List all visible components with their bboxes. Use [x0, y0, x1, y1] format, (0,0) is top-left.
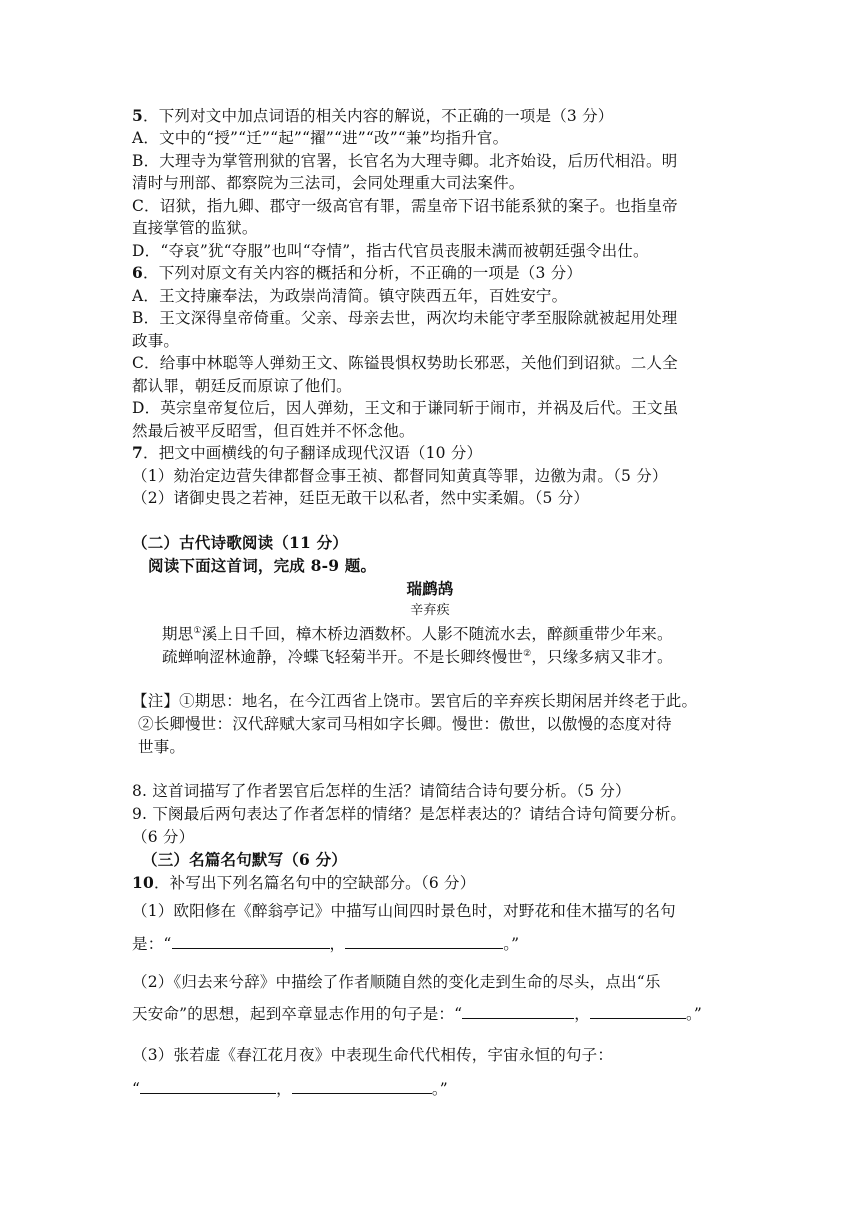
poem-note-3: 世事。	[138, 738, 186, 756]
q6-number: 6	[132, 263, 143, 282]
q10-item-3-end: 。”	[431, 1080, 448, 1098]
footnote-marker-1: ①	[193, 625, 202, 636]
q6-stem	[132, 262, 582, 284]
q9-line2: （6 分）	[132, 828, 195, 846]
q10-item-1-end: 。”	[503, 935, 520, 953]
q10-item-2-comma: ，	[574, 1005, 590, 1023]
q10-item-1-line2	[132, 933, 519, 955]
poem-author: 辛弃疾	[410, 603, 450, 618]
poem-line-2-rest: ，只缘多病又非才。	[531, 648, 673, 666]
answer-blank-1b[interactable]	[345, 934, 503, 949]
answer-blank-2a[interactable]	[462, 1004, 574, 1019]
q6-option-c-line2: 都认罪，朝廷反而原谅了他们。	[132, 377, 352, 395]
q5-option-b-line2: 清时与刑部、都察院为三法司，会同处理重大司法案件。	[132, 174, 525, 192]
q7-stem	[132, 442, 482, 464]
q5-option-b-line1: B．大理寺为掌管刑狱的官署，长官名为大理寺卿。北齐始设，后历代相沿。明	[132, 152, 678, 170]
q9-line1: 9. 下阕最后两句表达了作者怎样的情绪？是怎样表达的？请结合诗句简要分析。	[132, 805, 687, 823]
answer-blank-1a[interactable]	[172, 934, 330, 949]
q7-sentence-1: （1）劾治定边营失律都督佥事王祯、都督同知黄真等罪，边徼为肃。（5 分）	[132, 467, 668, 485]
q10-item-2-end: 。”	[685, 1005, 703, 1023]
q6-option-b-line1: B．王文深得皇帝倚重。父亲、母亲去世，两次均未能守孝至服除就被起用处理	[132, 309, 678, 327]
q5-option-a: A．文中的“授”“迁”“起”“擢”“进”“改”“兼”均指升官。	[132, 129, 509, 147]
q6-option-a: A．王文持廉奉法，为政崇尚清简。镇守陕西五年，百姓安宁。	[132, 287, 568, 305]
q5-option-d: D．“夺哀”犹“夺服”也叫“夺情”，指古代官员丧服未满而被朝廷强令出仕。	[132, 242, 649, 260]
q6-option-b-line2: 政事。	[132, 332, 180, 350]
q5-stem-text: ．下列对文中加点词语的相关内容的解说，不正确的一项是（3 分）	[143, 107, 614, 125]
q10-item-1-line1: （1）欧阳修在《醉翁亭记》中描写山间四时景色时，对野花和佳木描写的名句	[132, 902, 676, 920]
poem-title: 瑞鹧鸪	[406, 579, 454, 598]
q7-number: 7	[132, 443, 143, 462]
q10-item-2-line1: （2）《归去来兮辞》中描绘了作者顺随自然的变化走到生命的尽头，点出“乐	[132, 973, 661, 991]
answer-blank-3a[interactable]	[140, 1079, 276, 1094]
q10-item-3-prefix: “	[132, 1080, 141, 1098]
q5-option-c-line1: C．诏狱，指九卿、郡守一级高官有罪，需皇帝下诏书能系狱的案子。也指皇帝	[132, 197, 678, 215]
poem-line-2	[162, 646, 673, 668]
q5-number: 5	[132, 106, 143, 125]
poem-line-1-start: 期思	[162, 625, 194, 643]
q6-option-c-line1: C．给事中林聪等人弹劾王文、陈镒畏惧权势助长邪恶，关他们到诏狱。二人全	[132, 354, 678, 372]
q10-number: 10	[132, 873, 154, 892]
poem-note-1: 【注】①期思：地名，在今江西省上饶市。罢官后的辛弃疾长期闲居并终老于此。	[132, 692, 698, 710]
poetry-instruction: 阅读下面这首词，完成 8-9 题。	[148, 556, 377, 575]
q5-stem	[132, 105, 614, 127]
q10-item-1-comma: ，	[329, 935, 346, 953]
q10-item-3-line2	[132, 1078, 448, 1100]
q10-stem	[132, 872, 475, 894]
q10-item-3-line1: （3）张若虚《春江花月夜》中表现生命代代相传，宇宙永恒的句子：	[132, 1046, 614, 1064]
q8: 8. 这首词描写了作者罢官后怎样的生活？请简结合诗句要分析。（5 分）	[132, 782, 631, 800]
poetry-section-heading: （二）古代诗歌阅读（11 分）	[132, 533, 348, 552]
poem-note-2: ②长卿慢世：汉代辞赋大家司马相如字长卿。慢世：傲世，以傲慢的态度对待	[138, 715, 672, 733]
q6-option-d-line1: D．英宗皇帝复位后，因人弹劾，王文和于谦同斩于闹市，并祸及后代。王文虽	[132, 399, 679, 417]
q5-option-c-line2: 直接掌管的监狱。	[132, 219, 258, 237]
q7-sentence-2: （2）诸御史畏之若神，廷臣无敢干以私者，然中实柔媚。（5 分）	[132, 489, 590, 507]
quotes-section-heading: （三）名篇名句默写（6 分）	[142, 850, 347, 869]
q6-stem-text: ．下列对原文有关内容的概括和分析，不正确的一项是（3 分）	[143, 264, 583, 282]
poem-line-2-start: 疏蝉响涩林逾静，冷蝶飞轻菊半开。不是长卿终慢世	[162, 648, 524, 666]
poem-line-1-rest: 溪上日千回，樟木桥边酒数杯。人影不随流水去，醉颜重带少年来。	[201, 625, 673, 643]
q10-item-2-line2	[132, 1003, 702, 1025]
q7-stem-text: ．把文中画横线的句子翻译成现代汉语（10 分）	[143, 444, 483, 462]
q10-item-3-comma: ，	[276, 1080, 292, 1098]
poem-line-1	[162, 623, 673, 645]
answer-blank-3b[interactable]	[292, 1079, 432, 1094]
q10-item-2-prefix: 天安命”的思想，起到卒章显志作用的句子是：“	[132, 1005, 463, 1023]
q6-option-d-line2: 然最后被平反昭雪，但百姓并不怀念他。	[132, 422, 415, 440]
footnote-marker-2: ②	[523, 648, 532, 659]
q10-stem-text: ．补写出下列名篇名句中的空缺部分。（6 分）	[153, 874, 476, 892]
answer-blank-2b[interactable]	[590, 1004, 686, 1019]
q10-item-1-prefix: 是：“	[132, 935, 172, 953]
